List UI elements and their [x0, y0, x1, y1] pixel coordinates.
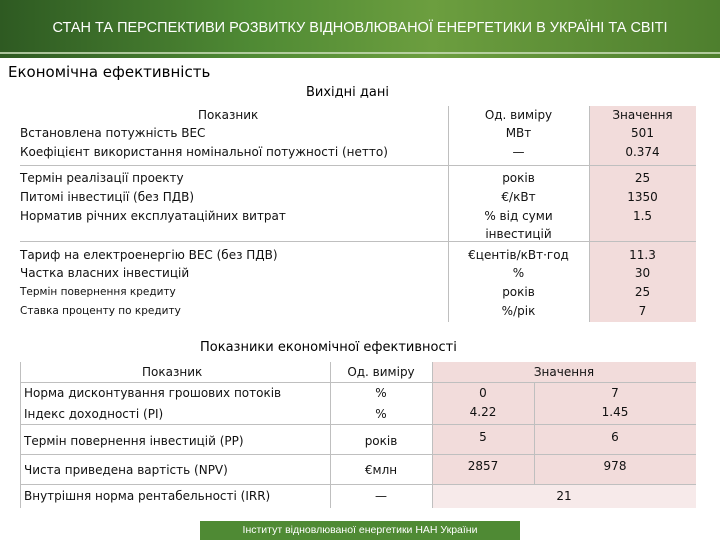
row-unit: років	[502, 285, 535, 299]
row-value: 1350	[627, 190, 658, 204]
row-divider	[20, 424, 696, 425]
column-divider	[20, 362, 21, 508]
row-value-1: 2857	[467, 459, 499, 473]
input-data-table	[20, 106, 696, 322]
header-value: Значення	[533, 365, 595, 379]
row-value-2: 1.45	[601, 405, 629, 419]
row-param: Термін повернення кредиту	[20, 286, 176, 298]
row-divider	[20, 165, 696, 166]
row-value-1: 5	[479, 430, 487, 444]
row-param: Індекс доходності (PI)	[24, 407, 164, 421]
row-divider	[20, 382, 696, 383]
row-value: 0.374	[625, 145, 660, 159]
row-unit: %	[512, 266, 525, 280]
row-param: Коефіцієнт використання номінальної потужності (нетто)	[20, 145, 388, 159]
row-value-1: 0	[479, 386, 487, 400]
row-value-2: 6	[611, 430, 619, 444]
row-param: Норма дисконтування грошових потоків	[24, 386, 282, 400]
efficiency-table	[20, 362, 696, 508]
row-param: Норматив річних експлуатаційних витрат	[20, 209, 286, 223]
header-value: Значення	[612, 108, 673, 122]
row-value: 7	[638, 304, 647, 318]
row-value: 501	[631, 126, 654, 140]
row-param: Термін реалізації проекту	[20, 171, 184, 185]
footer-institute: Інститут відновлюваної енергетики НАН України	[242, 524, 478, 536]
row-unit: €млн	[364, 463, 398, 477]
row-unit: €/кВт	[501, 190, 536, 204]
row-value: 21	[556, 489, 572, 503]
row-param: Встановлена потужність ВЕС	[20, 126, 206, 140]
row-param: Частка власних інвестицій	[20, 266, 190, 280]
header-param: Показник	[142, 365, 203, 379]
row-divider	[20, 484, 696, 485]
result-table-title: Показники економічної ефективності	[200, 340, 457, 355]
row-param: Внутрішня норма рентабельності (IRR)	[24, 489, 271, 503]
row-param: Ставка проценту по кредиту	[20, 305, 181, 317]
slide-title: СТАН ТА ПЕРСПЕКТИВИ РОЗВИТКУ ВІДНОВЛЮВАНОЇ ЕНЕРГЕТИКИ В УКРАЇНІ ТА СВІТІ	[52, 20, 668, 36]
row-divider	[20, 241, 696, 242]
row-value-2: 978	[603, 459, 627, 473]
header-unit: Од. виміру	[347, 365, 415, 379]
row-unit-continued: інвестицій	[485, 227, 552, 241]
section-title: Економічна ефективність	[8, 63, 211, 81]
row-unit: років	[502, 171, 535, 185]
row-unit: %	[375, 386, 387, 400]
row-value: 25	[634, 285, 651, 299]
slide-header	[0, 0, 720, 58]
row-unit: % від суми	[484, 209, 553, 223]
row-unit: €центів/кВт·год	[468, 248, 569, 262]
row-value: 11.3	[629, 248, 656, 262]
row-unit: %	[375, 407, 387, 421]
row-unit: —	[375, 489, 387, 503]
row-value: 30	[634, 266, 651, 280]
row-value: 25	[634, 171, 651, 185]
header-param: Показник	[198, 108, 259, 122]
row-unit: —	[512, 145, 525, 159]
row-unit: МВт	[505, 126, 532, 140]
row-value: 1.5	[632, 209, 653, 223]
row-param: Питомі інвестиції (без ПДВ)	[20, 190, 194, 204]
row-value-1: 4.22	[469, 405, 497, 419]
row-unit: років	[364, 434, 398, 448]
row-param: Чиста приведена вартість (NPV)	[24, 463, 228, 477]
header-divider	[0, 52, 720, 54]
header-unit: Од. виміру	[484, 108, 553, 122]
footer-bar	[200, 521, 520, 540]
row-divider	[20, 454, 696, 455]
row-unit: %/рік	[501, 304, 536, 318]
input-table-title: Вихідні дані	[306, 85, 389, 100]
row-value-2: 7	[611, 386, 619, 400]
row-param: Термін повернення інвестицій (PP)	[24, 434, 244, 448]
row-param: Тариф на електроенергію ВЕС (без ПДВ)	[20, 248, 278, 262]
